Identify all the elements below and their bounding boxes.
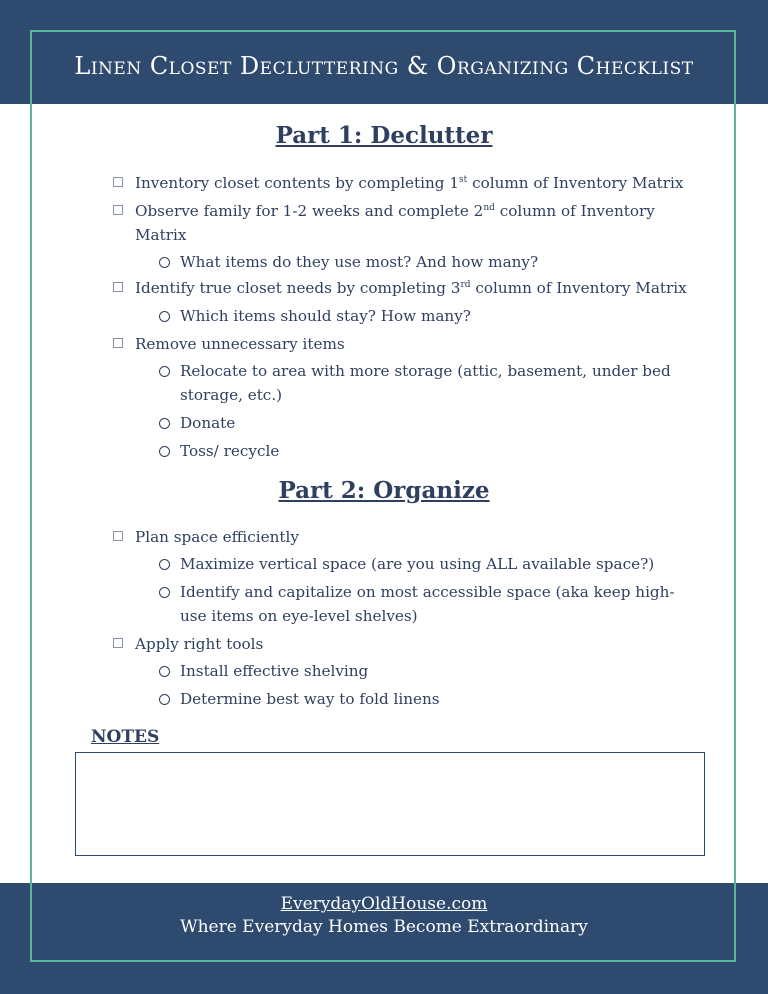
checklist-item[interactable]: Identify true closet needs by completing 3rd column of Inventory Matrix	[113, 276, 693, 300]
checkbox-icon[interactable]	[113, 338, 123, 348]
page-title: Linen Closet Decluttering & Organizing Checklist	[74, 52, 694, 80]
part1-heading: Part 1: Declutter	[275, 122, 493, 149]
circle-bullet-icon	[159, 694, 170, 705]
checkbox-icon[interactable]	[113, 205, 123, 215]
checklist-item[interactable]: Observe family for 1-2 weeks and complete 2nd column of Inventory Matrix	[113, 199, 693, 247]
checklist-item[interactable]: Inventory closet contents by completing 1st column of Inventory Matrix	[113, 171, 693, 195]
footer-tagline: Where Everyday Homes Become Extraordinary	[180, 917, 588, 937]
circle-bullet-icon	[159, 587, 170, 598]
circle-bullet-icon	[159, 559, 170, 570]
checklist-subitem: Determine best way to fold linens	[158, 687, 678, 711]
checklist-subitem: Donate	[158, 411, 678, 435]
checklist-subitem: Relocate to area with more storage (attic, basement, under bed storage, etc.)	[158, 359, 678, 407]
checklist-item[interactable]: Remove unnecessary items	[113, 332, 693, 356]
checklist-subitem: Maximize vertical space (are you using ALL available space?)	[158, 552, 678, 576]
checkbox-icon[interactable]	[113, 177, 123, 187]
checklist-subitem: Install effective shelving	[158, 659, 678, 683]
notes-box[interactable]	[75, 752, 705, 856]
circle-bullet-icon	[159, 311, 170, 322]
checklist-item[interactable]: Plan space efficiently	[113, 525, 693, 549]
checkbox-icon[interactable]	[113, 282, 123, 292]
checklist-subitem: Which items should stay? How many?	[158, 304, 678, 328]
circle-bullet-icon	[159, 366, 170, 377]
circle-bullet-icon	[159, 257, 170, 268]
part2-heading: Part 2: Organize	[278, 477, 490, 504]
checklist-item[interactable]: Apply right tools	[113, 632, 693, 656]
circle-bullet-icon	[159, 418, 170, 429]
footer-site-link[interactable]: EverydayOldHouse.com	[280, 894, 488, 914]
checklist-subitem: Identify and capitalize on most accessible space (aka keep high-use items on eye-level shelves)	[158, 580, 678, 628]
checklist-subitem: What items do they use most? And how many?	[158, 250, 678, 274]
checklist-subitem: Toss/ recycle	[158, 439, 678, 463]
notes-label: NOTES	[91, 727, 160, 747]
checkbox-icon[interactable]	[113, 638, 123, 648]
circle-bullet-icon	[159, 666, 170, 677]
circle-bullet-icon	[159, 446, 170, 457]
checkbox-icon[interactable]	[113, 531, 123, 541]
